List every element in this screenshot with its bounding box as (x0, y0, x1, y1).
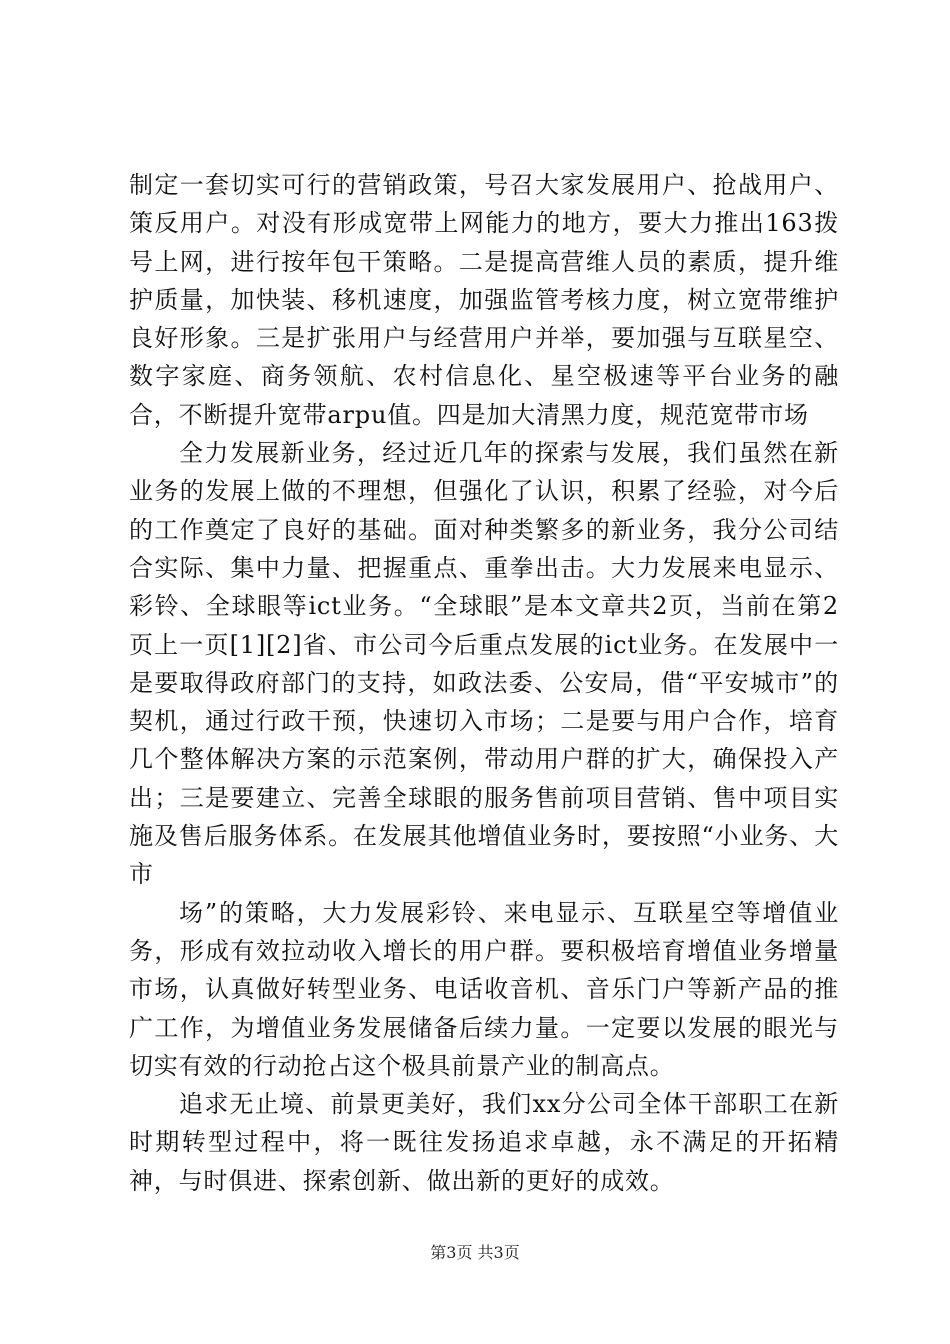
paragraph-conclusion: 追求无止境、前景更美好，我们xx分公司全体干部职工在新时期转型过程中，将一既往发扬追求卓越，永不满足的开拓精神，与时俱进、探索创新、做出新的更好的成效。 (129, 1090, 839, 1195)
paragraph-value-added: 场”的策略，大力发展彩铃、来电显示、互联星空等增值业务，形成有效拉动收入增长的用户群。要积极培育增值业务增量市场，认真做好转型业务、电话收音机、音乐门户等新产品的推广工作，为增值业务发展储备后续力量。一定要以发展的眼光与切实有效的行动抢占这个极具前景产业的制高点。 (129, 898, 839, 1080)
paragraph-continued: 制定一套切实可行的营销政策，号召大家发展用户、抢战用户、策反用户。对没有形成宽带上网能力的地方，要大力推出163拨号上网，进行按年包干策略。二是提高营维人员的素质，提升维护质量，加快装、移机速度，加强监管考核力度，树立宽带维护良好形象。三是扩张用户与经营用户并举，要加强与互联星空、数字家庭、商务领航、农村信息化、星空极速等平台业务的融合，不断提升宽带arpu值。四是加大清黑力度，规范宽带市场 (129, 171, 839, 429)
document-body (129, 166, 839, 1200)
paragraph-new-business: 全力发展新业务，经过近几年的探索与发展，我们虽然在新业务的发展上做的不理想，但强化了认识，积累了经验，对今后的工作奠定了良好的基础。面对种类繁多的新业务，我分公司结合实际、集中力量、把握重点、重拳出击。大力发展来电显示、彩铃、全球眼等ict业务。“全球眼”是本文章共2页，当前在第2页上一页[1][2]省、市公司今后重点发展的ict业务。在发展中一是要取得政府部门的支持，如政法委、公安局，借“平安城市”的契机，通过行政干预，快速切入市场；二是要与用户合作，培育几个整体解决方案的示范案例，带动用户群的扩大，确保投入产出；三是要建立、完善全球眼的服务售前项目营销、售中项目实施及售后服务体系。在发展其他增值业务时，要按照“小业务、大市 (129, 439, 839, 889)
page-footer: 第3页 共3页 (430, 1243, 520, 1262)
